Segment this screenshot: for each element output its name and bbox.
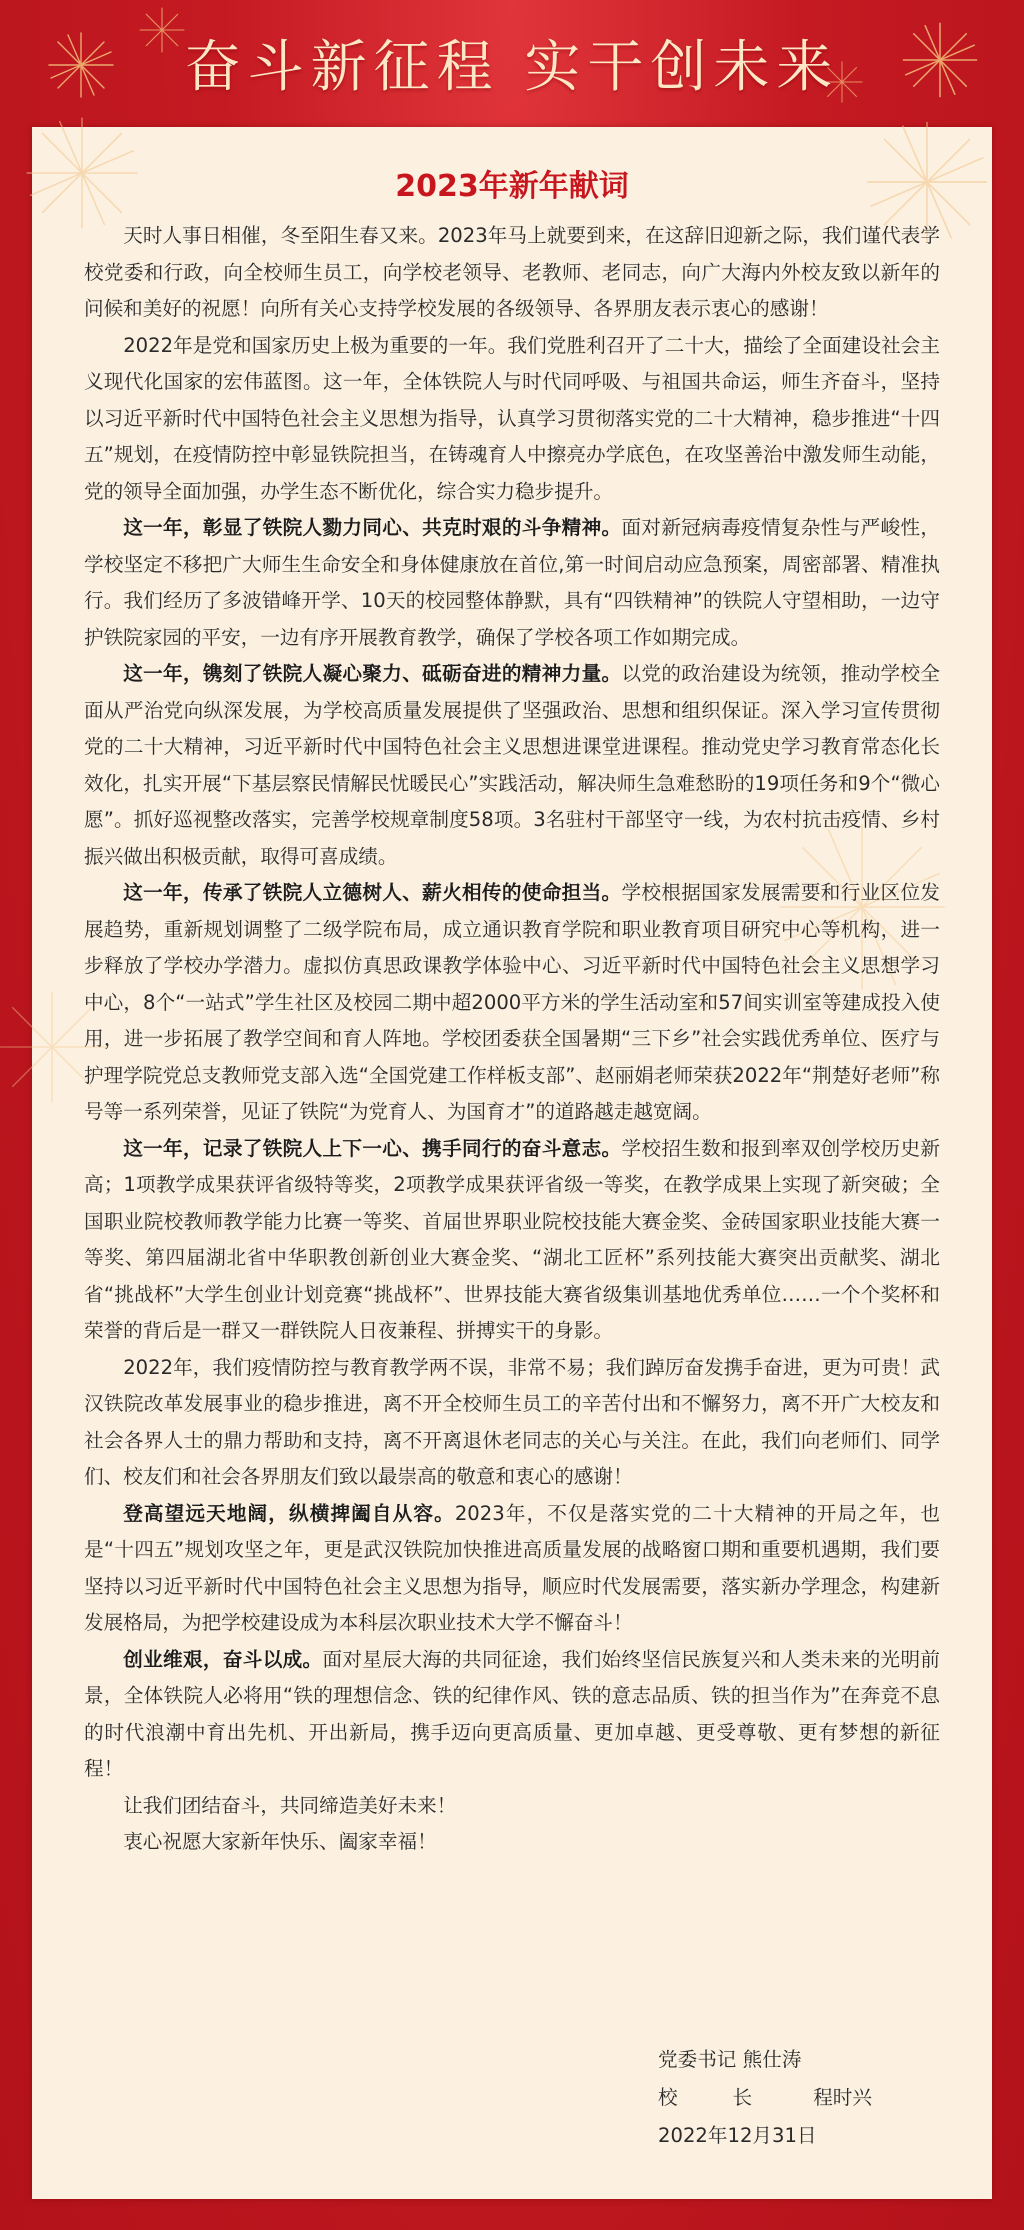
signature-role: 校长 <box>658 2086 807 2109</box>
paragraph <box>84 1496 940 1642</box>
paragraph-lead: 这一年，彰显了铁院人勠力同心、共克时艰的斗争精神。 <box>123 516 622 539</box>
paragraph-lead: 登高望远天地阔，纵横捭阖自从容。 <box>123 1501 455 1525</box>
paragraph <box>84 1350 940 1496</box>
paragraph-text: 天时人事日相催，冬至阳生春又来。2023年马上就要到来，在这辞旧迎新之际，我们谨代表学校党委和行政，向全校师生员工，向学校老领导、老教师、老同志，向广大海内外校友致以新年的问候和美好的祝愿！向所有关心支持学校发展的各级领导、各界朋友表示衷心的感谢！ <box>84 224 940 320</box>
paragraph-text: 以党的政治建设为统领，推动学校全面从严治党向纵深发展，为学校高质量发展提供了坚强政治、思想和组织保证。深入学习宣传贯彻党的二十大精神，习近平新时代中国特色社会主义思想进课堂进课程。推动党史学习教育常态化长效化，扎实开展“下基层察民情解民忧暖民心”实践活动，解决师生急难愁盼的19项任务和9个“微心愿”。抓好巡视整改落实，完善学校规章制度58项。3名驻村干部坚守一线，为农村抗击疫情、乡村振兴做出积极贡献，取得可喜成绩。 <box>84 662 941 868</box>
signature-date: 2022年12月31日 <box>658 2124 817 2147</box>
document-title: 2023年新年献词 <box>395 169 629 204</box>
paragraph <box>84 510 940 656</box>
paragraph-lead: 这一年，传承了铁院人立德树人、薪火相传的使命担当。 <box>123 881 622 904</box>
paragraph <box>84 1642 940 1788</box>
paragraph-text: 面对星辰大海的共同征途，我们始终坚信民族复兴和人类未来的光明前景，全体铁院人必将用“铁的理想信念、铁的纪律作风、铁的意志品质、铁的担当作为”在奔竞不息的时代浪潮中育出先机、开出新局，携手迈向更高质量、更加卓越、更受尊敬、更有梦想的新征程！ <box>84 1647 941 1780</box>
letter-paper <box>32 127 992 2199</box>
signature-president <box>658 2079 872 2117</box>
paragraph <box>84 218 940 328</box>
banner-title: 奋斗新征程 实干创未来 <box>184 35 840 100</box>
letter-body <box>84 218 940 1861</box>
paragraph-text: 面对新冠病毒疫情复杂性与严峻性，学校坚定不移把广大师生生命安全和身体健康放在首位,第一时间启动应急预案，周密部署、精准执行。我们经历了多波错峰开学、10天的校园整体静默，具有“四铁精神”的铁院人守望相助，一边守护铁院家园的平安，一边有序开展教育教学，确保了学校各项工作如期完成。 <box>84 516 941 649</box>
header-banner <box>0 0 1024 132</box>
paragraph-text: 让我们团结奋斗，共同缔造美好未来！ <box>123 1793 457 1817</box>
paragraph-lead: 创业维艰，奋斗以成。 <box>123 1647 323 1671</box>
paragraph <box>84 1788 940 1825</box>
paragraph-text: 衷心祝愿大家新年快乐、阖家幸福！ <box>123 1830 437 1853</box>
paragraph-text: 2023年，不仅是落实党的二十大精神的开局之年，也是“十四五”规划攻坚之年，更是武汉铁院加快推进高质量发展的战略窗口期和重要机遇期，我们要坚持以习近平新时代中国特色社会主义思想为指导，顺应时代发展需要，落实新办学理念，构建新发展格局，为把学校建设成为本科层次职业技术大学不懈奋斗！ <box>84 1501 940 1634</box>
signature-name: 程时兴 <box>813 2086 872 2109</box>
signature-block <box>658 2041 872 2155</box>
paragraph-text: 学校招生数和报到率双创学校历史新高；1项教学成果获评省级特等奖，2项教学成果获评省级一等奖，在教学成果上实现了新突破；全国职业院校教师教学能力比赛一等奖、首届世界职业院校技能大赛金奖、金砖国家职业技能大赛一等奖、第四届湖北省中华职教创新创业大赛金奖、“湖北工匠杯”系列技能大赛突出贡献奖、湖北省“挑战杯”大学生创业计划竞赛“挑战杯”、世界技能大赛省级集训基地优秀单位……一个个奖杯和荣誉的背后是一群又一群铁院人日夜兼程、拼搏实干的身影。 <box>84 1136 941 1342</box>
paragraph <box>84 328 940 511</box>
paragraph <box>84 1131 940 1350</box>
paragraph-lead: 这一年，镌刻了铁院人凝心聚力、砥砺奋进的精神力量。 <box>123 662 622 685</box>
paragraph-lead: 这一年，记录了铁院人上下一心、携手同行的奋斗意志。 <box>123 1136 622 1160</box>
paragraph <box>84 875 940 1131</box>
paragraph <box>84 656 940 875</box>
paragraph-text: 学校根据国家发展需要和行业区位发展趋势，重新规划调整了二级学院布局，成立通识教育学院和职业教育项目研究中心等机构，进一步释放了学校办学潜力。虚拟仿真思政课教学体验中心、习近平新时代中国特色社会主义思想学习中心，8个“一站式”学生社区及校园二期中超2000平方米的学生活动室和57间实训室等建成投入使用，进一步拓展了教学空间和育人阵地。学校团委获全国暑期“三下乡”社会实践优秀单位、医疗与护理学院党总支教师党支部入选“全国党建工作样板支部”、赵丽娟老师荣获2022年“荆楚好老师”称号等一系列荣誉，见证了铁院“为党育人、为国育才”的道路越走越宽阔。 <box>84 881 941 1123</box>
paragraph <box>84 1824 940 1861</box>
paragraph-text: 2022年是党和国家历史上极为重要的一年。我们党胜利召开了二十大，描绘了全面建设社会主义现代化国家的宏伟蓝图。这一年，全体铁院人与时代同呼吸、与祖国共命运，师生齐奋斗，坚持以习近平新时代中国特色社会主义思想为指导，认真学习贯彻落实党的二十大精神，稳步推进“十四五”规划，在疫情防控中彰显铁院担当，在铸魂育人中擦亮办学底色，在攻坚善治中激发师生动能，党的领导全面加强，办学生态不断优化，综合实力稳步提升。 <box>84 333 940 503</box>
paragraph-text: 2022年，我们疫情防控与教育教学两不误，非常不易；我们踔厉奋发携手奋进，更为可贵！武汉铁院改革发展事业的稳步推进，离不开全校师生员工的辛苦付出和不懈努力，离不开广大校友和社会各界人士的鼎力帮助和支持，离不开离退休老同志的关心与关注。在此，我们向老师们、同学们、校友们和社会各界朋友们致以最崇高的敬意和衷心的感谢！ <box>84 1355 940 1488</box>
signature-party-secretary: 党委书记 熊仕涛 <box>658 2048 802 2071</box>
